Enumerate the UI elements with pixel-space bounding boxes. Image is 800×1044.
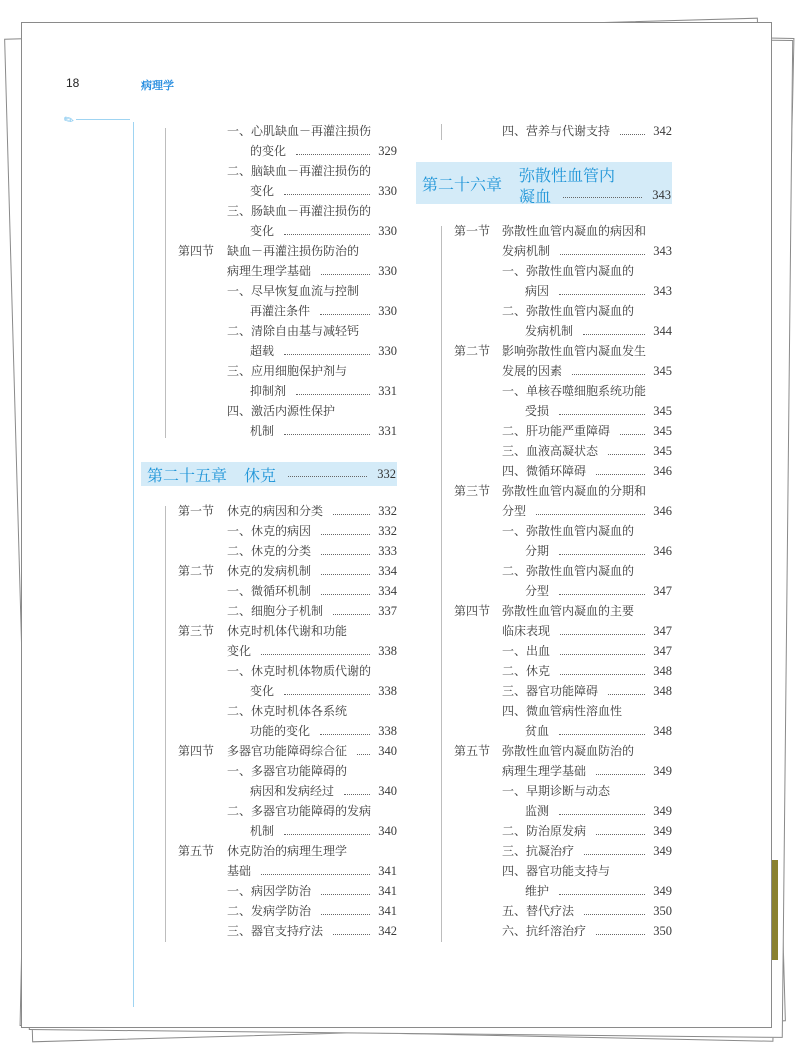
page-ref: 330 [378,304,397,318]
entry-title: 病因 [525,284,550,298]
page-ref: 350 [653,904,672,918]
dot-leader [559,894,645,895]
dot-leader [559,554,645,555]
decorative-rule [76,119,130,120]
chapter-title: 休克 [244,466,277,485]
dot-leader [284,234,370,235]
entry-title: 休克的发病机制 [227,564,312,578]
toc-entry[interactable] [525,281,672,301]
page-ref: 338 [378,684,397,698]
dot-leader [296,394,370,395]
chapter-heading[interactable] [141,462,397,486]
toc-entry[interactable] [227,701,397,721]
page-ref: 331 [378,384,397,398]
entry-title: 病因和发病经过 [250,784,335,798]
entry-title: 变化 [227,644,252,658]
entry-title: 一、休克时机体物质代谢的 [227,664,372,678]
dot-leader [560,634,645,635]
toc-entry[interactable] [502,121,672,141]
entry-title: 二、清除自由基与减轻钙 [227,324,360,338]
entry-title: 变化 [250,184,275,198]
entry-title: 一、心肌缺血－再灌注损伤 [227,124,372,138]
page-ref: 333 [378,544,397,558]
toc-entry[interactable] [250,421,397,441]
entry-title: 二、发病学防治 [227,904,312,918]
entry-title: 病理生理学基础 [502,764,587,778]
toc-entry[interactable] [454,601,672,621]
toc-entry[interactable] [227,921,397,941]
page-ref: 341 [378,904,397,918]
dot-leader [608,454,645,455]
entry-title: 分型 [502,504,527,518]
toc-entry[interactable] [502,261,672,281]
entry-title: 二、休克时机体各系统 [227,704,348,718]
entry-title: 一、弥散性血管内凝血的 [502,524,635,538]
dot-leader [560,254,645,255]
toc-entry[interactable] [502,501,672,521]
page-ref: 348 [653,724,672,738]
dot-leader [288,476,367,477]
toc-entry[interactable] [502,421,672,441]
page-ref: 343 [653,244,672,258]
page-ref: 338 [378,724,397,738]
toc-entry[interactable] [502,361,672,381]
entry-title: 多器官功能障碍综合征 [227,744,348,758]
entry-title: 四、激活内源性保护 [227,404,336,418]
page-ref: 347 [653,624,672,638]
dot-leader [584,854,645,855]
dot-leader [572,374,645,375]
toc-entry[interactable] [502,621,672,641]
toc-entry[interactable] [502,301,672,321]
toc-entry[interactable] [525,881,672,901]
toc-entry[interactable] [250,301,397,321]
toc-entry[interactable] [227,761,397,781]
entry-title: 一、早期诊断与动态 [502,784,611,798]
entry-title: 三、器官功能障碍 [502,684,599,698]
dot-leader [320,734,370,735]
toc-entry[interactable] [178,561,397,581]
entry-title: 二、肝功能严重障碍 [502,424,611,438]
entry-title: 休克的病因和分类 [227,504,324,518]
toc-entry[interactable] [502,921,672,941]
entry-title: 二、休克的分类 [227,544,312,558]
entry-title: 二、弥散性血管内凝血的 [502,564,635,578]
toc-entry[interactable] [250,381,397,401]
page-number: 18 [66,76,80,90]
entry-title: 二、脑缺血－再灌注损伤的 [227,164,372,178]
page-ref: 340 [378,744,397,758]
entry-title: 一、休克的病因 [227,524,312,538]
dot-leader [620,434,645,435]
dot-leader [563,197,642,198]
dot-leader [333,514,370,515]
page-ref: 349 [653,804,672,818]
column-rule [441,124,442,140]
page-ref: 341 [378,864,397,878]
page-ref: 346 [653,544,672,558]
toc-entry[interactable] [525,541,672,561]
entry-title: 受损 [525,404,550,418]
toc-entry[interactable] [502,681,672,701]
entry-title: 机制 [250,424,275,438]
page-ref: 349 [653,844,672,858]
dot-leader [584,914,645,915]
entry-title: 缺血－再灌注损伤防治的 [227,244,360,258]
entry-title: 一、出血 [502,644,551,658]
toc-entry[interactable] [250,821,397,841]
chapter-title: 凝血 [519,187,552,206]
dot-leader [559,414,645,415]
toc-entry[interactable] [502,781,672,801]
toc-entry[interactable] [250,721,397,741]
page-ref: 342 [378,924,397,938]
page-ref: 341 [378,884,397,898]
page-ref: 337 [378,604,397,618]
dot-leader [620,134,645,135]
entry-title: 变化 [250,684,275,698]
entry-title: 休克防治的病理生理学 [227,844,348,858]
page-ref: 349 [653,884,672,898]
entry-title: 三、器官支持疗法 [227,924,324,938]
toc-entry[interactable] [525,401,672,421]
dot-leader [321,534,370,535]
section-label: 第四节 [178,744,215,758]
entry-title: 病理生理学基础 [227,264,312,278]
toc-entry[interactable] [227,641,397,661]
page-ref: 331 [378,424,397,438]
dot-leader [333,934,370,935]
dot-leader [284,194,370,195]
toc-entry[interactable] [227,201,397,221]
entry-title: 二、防治原发病 [502,824,587,838]
toc-entry[interactable] [227,121,397,141]
entry-title: 六、抗纤溶治疗 [502,924,587,938]
page-ref: 344 [653,324,672,338]
dot-leader [559,814,645,815]
entry-title: 变化 [250,224,275,238]
page-ref: 345 [653,444,672,458]
dot-leader [559,594,645,595]
page-ref: 347 [653,584,672,598]
toc-entry[interactable] [502,461,672,481]
entry-title: 四、微循环障碍 [502,464,587,478]
toc-entry[interactable] [227,581,397,601]
section-label: 第五节 [454,744,491,758]
entry-title: 一、微循环机制 [227,584,312,598]
toc-entry[interactable] [178,501,397,521]
dot-leader [321,554,370,555]
toc-entry[interactable] [227,901,397,921]
toc-entry[interactable] [227,541,397,561]
entry-title: 弥散性血管内凝血防治的 [502,744,635,758]
toc-entry[interactable] [454,221,672,241]
page-ref: 330 [378,184,397,198]
toc-entry[interactable] [227,801,397,821]
dot-leader [321,594,370,595]
section-label: 第二节 [454,344,491,358]
dot-leader [559,294,645,295]
dot-leader [284,834,370,835]
section-label: 第一节 [178,504,215,518]
toc-entry[interactable] [250,681,397,701]
page-ref: 334 [378,584,397,598]
dot-leader [333,614,370,615]
page-ref: 343 [653,284,672,298]
entry-title: 三、血液高凝状态 [502,444,599,458]
toc-entry[interactable] [227,361,397,381]
section-label: 第四节 [178,244,215,258]
entry-title: 三、应用细胞保护剂与 [227,364,348,378]
dot-leader [608,694,645,695]
page-ref: 332 [378,504,397,518]
dot-leader [321,274,370,275]
entry-title: 四、营养与代谢支持 [502,124,611,138]
toc-entry[interactable] [525,721,672,741]
entry-title: 分型 [525,584,550,598]
page-ref: 329 [378,144,397,158]
page-ref: 349 [653,764,672,778]
toc-entry[interactable] [227,281,397,301]
toc-entry[interactable] [502,241,672,261]
entry-title: 分期 [525,544,550,558]
dot-leader [261,654,370,655]
toc-entry[interactable] [502,641,672,661]
toc-entry[interactable] [227,521,397,541]
toc-entry[interactable] [227,861,397,881]
entry-title: 弥散性血管内凝血的病因和 [502,224,647,238]
dot-leader [596,834,645,835]
entry-title: 基础 [227,864,252,878]
dot-leader [261,874,370,875]
toc-entry[interactable] [502,561,672,581]
toc-entry[interactable] [502,381,672,401]
toc-entry[interactable] [178,621,397,641]
entry-title: 一、多器官功能障碍的 [227,764,348,778]
entry-title: 三、肠缺血－再灌注损伤的 [227,204,372,218]
entry-title: 发展的因素 [502,364,563,378]
entry-title: 二、休克 [502,664,551,678]
toc-entry[interactable] [250,781,397,801]
pencil-icon: ✎ [61,111,77,129]
entry-title: 四、微血管病性溶血性 [502,704,623,718]
chapter-page: 332 [377,467,396,481]
page-ref: 345 [653,404,672,418]
dot-leader [320,314,370,315]
entry-title: 再灌注条件 [250,304,311,318]
section-label: 第一节 [454,224,491,238]
toc-entry[interactable] [178,741,397,761]
toc-entry[interactable] [454,341,672,361]
entry-title: 发病机制 [502,244,551,258]
toc-entry[interactable] [227,881,397,901]
toc-entry[interactable] [227,661,397,681]
entry-title: 机制 [250,824,275,838]
entry-title: 一、弥散性血管内凝血的 [502,264,635,278]
toc-entry[interactable] [454,741,672,761]
toc-entry[interactable] [502,861,672,881]
toc-entry[interactable] [502,521,672,541]
page-ref: 349 [653,824,672,838]
page-ref: 346 [653,464,672,478]
toc-entry[interactable] [454,481,672,501]
entry-title: 超载 [250,344,275,358]
page-ref: 346 [653,504,672,518]
dot-leader [357,754,370,755]
chapter-page: 343 [652,188,671,202]
entry-title: 三、抗凝治疗 [502,844,575,858]
entry-title: 一、病因学防治 [227,884,312,898]
page-ref: 350 [653,924,672,938]
page-ref: 330 [378,224,397,238]
toc-entry[interactable] [502,841,672,861]
section-label: 第三节 [454,484,491,498]
dot-leader [284,354,370,355]
column-rule [441,226,442,942]
running-title: 病理学 [141,80,174,92]
page-ref: 332 [378,524,397,538]
entry-title: 弥散性血管内凝血的主要 [502,604,635,618]
toc-entry[interactable] [227,601,397,621]
chapter-title: 弥散性血管内 [519,166,616,185]
entry-title: 抑制剂 [250,384,287,398]
toc-entry[interactable] [250,341,397,361]
entry-title: 一、单核吞噬细胞系统功能 [502,384,647,398]
toc-entry[interactable] [525,801,672,821]
toc-entry[interactable] [502,441,672,461]
section-label: 第四节 [454,604,491,618]
dot-leader [559,734,645,735]
decorative-rule [133,122,134,1007]
toc-entry[interactable] [502,701,672,721]
entry-title: 的变化 [250,144,287,158]
toc-entry[interactable] [227,321,397,341]
toc-entry[interactable] [525,321,672,341]
dot-leader [596,774,645,775]
toc-entry[interactable] [525,581,672,601]
entry-title: 五、替代疗法 [502,904,575,918]
entry-title: 一、尽早恢复血流与控制 [227,284,360,298]
dot-leader [321,574,370,575]
page-ref: 345 [653,364,672,378]
toc-entry[interactable] [227,401,397,421]
dot-leader [321,894,370,895]
entry-title: 监测 [525,804,550,818]
toc-entry[interactable] [502,761,672,781]
dot-leader [296,154,370,155]
chapter-label: 第二十五章 [147,466,228,485]
page-ref: 347 [653,644,672,658]
dot-leader [536,514,645,515]
entry-title: 临床表现 [502,624,551,638]
toc-entry[interactable] [227,261,397,281]
entry-title: 四、器官功能支持与 [502,864,611,878]
dot-leader [344,794,370,795]
dot-leader [596,934,645,935]
page-ref: 342 [653,124,672,138]
dot-leader [560,654,645,655]
toc-entry[interactable] [250,221,397,241]
toc-entry[interactable] [250,181,397,201]
page-ref: 340 [378,784,397,798]
page-ref: 348 [653,664,672,678]
entry-title: 二、多器官功能障碍的发病 [227,804,372,818]
entry-title: 功能的变化 [250,724,311,738]
section-label: 第五节 [178,844,215,858]
dot-leader [560,674,645,675]
entry-title: 影响弥散性血管内凝血发生 [502,344,647,358]
toc-entry[interactable] [178,841,397,861]
page-ref: 348 [653,684,672,698]
entry-title: 二、细胞分子机制 [227,604,324,618]
toc-entry[interactable] [502,821,672,841]
entry-title: 休克时机体代谢和功能 [227,624,348,638]
section-label: 第三节 [178,624,215,638]
toc-entry[interactable] [227,161,397,181]
toc-entry[interactable] [178,241,397,261]
entry-title: 弥散性血管内凝血的分期和 [502,484,647,498]
entry-title: 贫血 [525,724,550,738]
entry-title: 维护 [525,884,550,898]
page-ref: 330 [378,344,397,358]
dot-leader [596,474,645,475]
dot-leader [583,334,645,335]
dot-leader [284,694,370,695]
section-label: 第二节 [178,564,215,578]
toc-entry[interactable] [250,141,397,161]
entry-title: 发病机制 [525,324,574,338]
page-ref: 330 [378,264,397,278]
chapter-label: 第二十六章 [422,175,503,194]
column-rule [165,506,166,942]
dot-leader [321,914,370,915]
entry-title: 二、弥散性血管内凝血的 [502,304,635,318]
toc-entry[interactable] [502,661,672,681]
page-ref: 338 [378,644,397,658]
page-ref: 334 [378,564,397,578]
dot-leader [284,434,370,435]
chapter-heading[interactable] [416,162,672,204]
page-ref: 340 [378,824,397,838]
column-rule [165,128,166,438]
page-ref: 345 [653,424,672,438]
toc-entry[interactable] [502,901,672,921]
